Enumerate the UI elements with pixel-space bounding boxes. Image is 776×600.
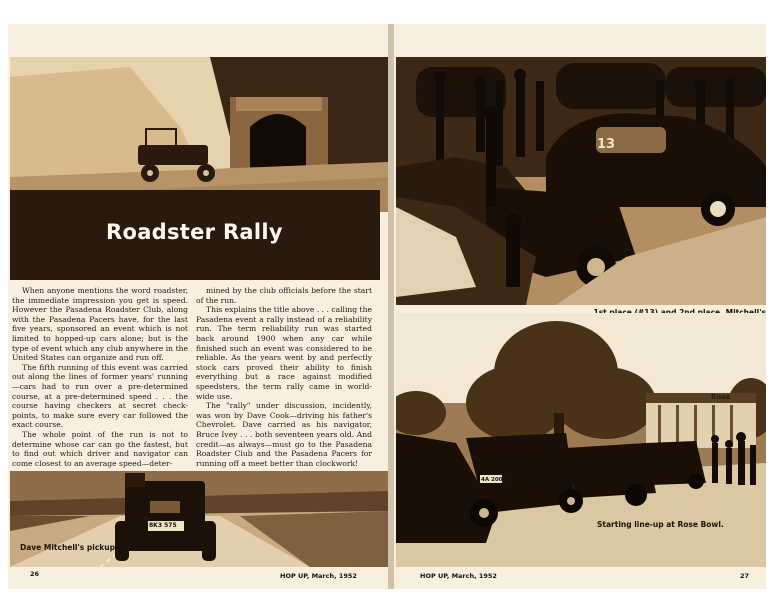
page-footer: HOP UP, March, 1952 — [280, 572, 357, 580]
car-number: 13 — [597, 137, 616, 152]
photo-mitchell-pickup — [10, 471, 388, 567]
sign: Rose — [711, 393, 731, 401]
plate: 4A 2000 — [481, 477, 507, 483]
photo-tunnel-roadster — [10, 57, 388, 212]
title-banner — [10, 190, 380, 280]
body-column-2 — [196, 286, 372, 468]
paragraph: mined by the club officials before the start of the run. — [196, 286, 372, 305]
paragraph: The "rally" under discussion, incidently, was won by Dave Cook—driving his father's Chevrolet. Dave carried as his navigator, Bruce Ivey . . . both seventeen years old. And credit—as always—must go to the Pasadena Roadster Club and the Pasadena Pacers for running off a meet better than clockwork! — [196, 401, 372, 468]
paragraph: The fifth running of this event was carried out along the lines of former years' running —cars had to run over a pre-determined course, at a pre-determined speed . . . the course having checkers at secret check-points, to make sure every car followed the exact course. — [12, 362, 188, 430]
page-number: 27 — [740, 572, 750, 580]
photo-winners — [396, 57, 766, 305]
article-title: Roadster Rally — [106, 220, 283, 244]
page-footer: HOP UP, March, 1952 — [420, 572, 497, 580]
photo-caption: Starting line-up at Rose Bowl. — [597, 520, 724, 529]
plate: 8K3 575 — [149, 522, 177, 529]
paragraph: When anyone mentions the word roadster, the immediate impression you get is speed. However the Pasadena Roadster Club, along with the Pasadena Pacers have, for the last five years, sponsored an event which is not limited to hopped-up cars alone; but is the type of event which any club anywhere in the United States can organize and run off. — [12, 286, 188, 363]
page-number: 26 — [30, 570, 40, 578]
photo-caption: Dave Mitchell's pickup — [20, 543, 115, 552]
paragraph: This explains the title above . . . calling the Pasadena event a rally instead of a reliability run. The term reliability run was started back around 1900 when any car while finished such an event was considered to be reliable. As the years went by and perfectly stock cars proved their ability to finish everything but a race against modified speedsters, the term rally came in world-wide use. — [196, 305, 372, 401]
paragraph: The whole point of the run is not to determine whose car can go the fastest, but to find out which driver and navigator can come closest to an average speed—deter- — [12, 429, 188, 468]
body-column-1 — [12, 286, 188, 468]
